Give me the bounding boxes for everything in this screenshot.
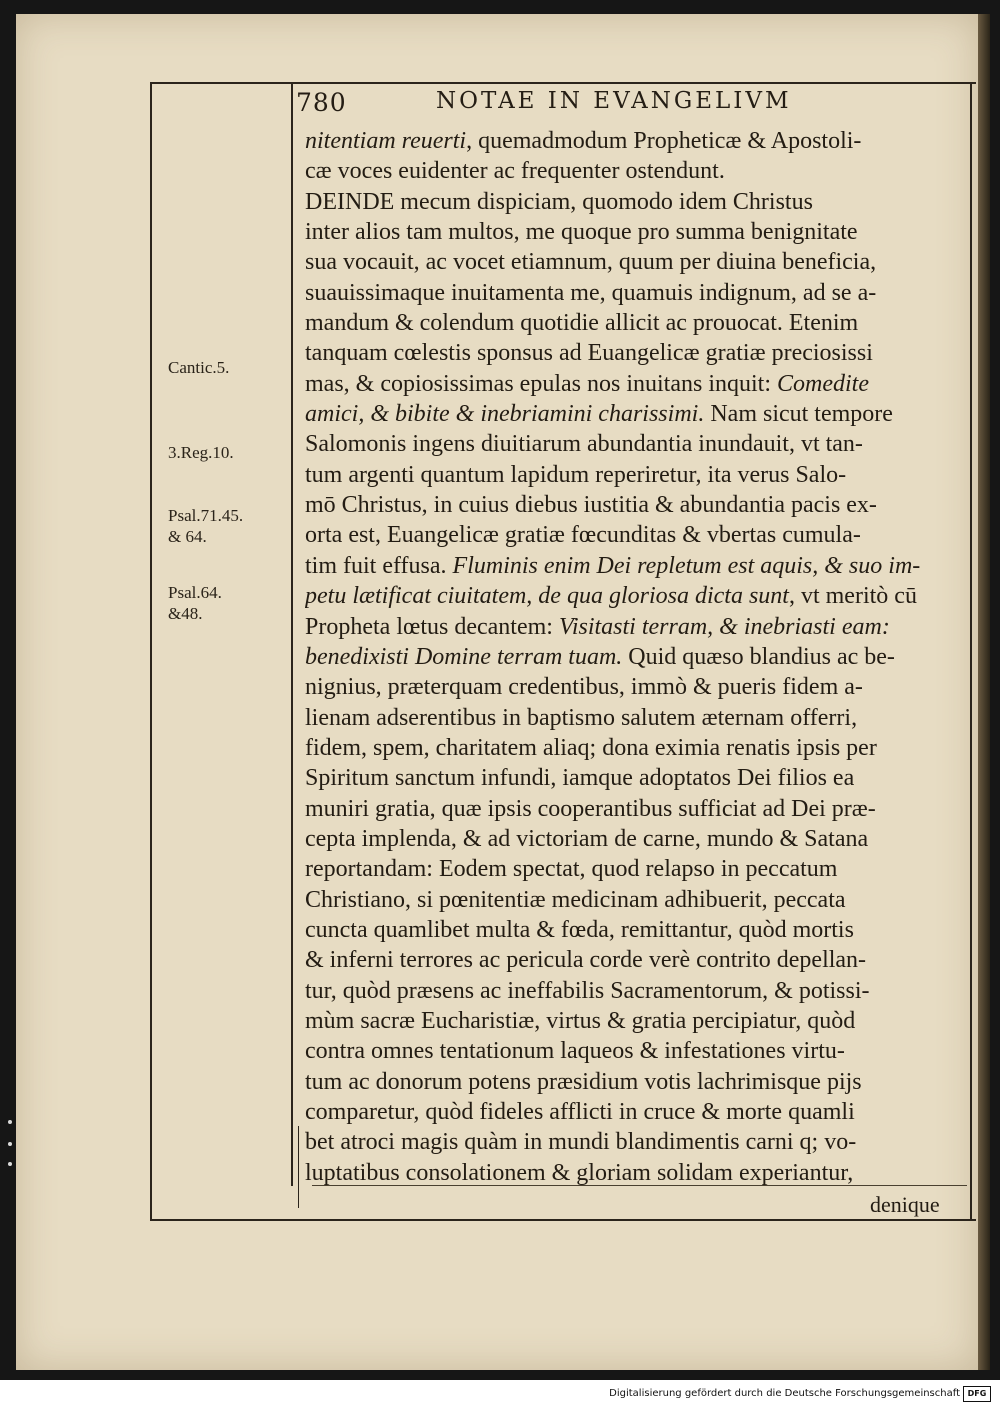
roman-text: tanquam cœlestis sponsus ad Euangelicæ gratiæ preciosissi bbox=[305, 340, 873, 367]
roman-text: Quid quæso blandius ac be- bbox=[622, 643, 895, 670]
margin-note: Psal.64. bbox=[168, 583, 222, 602]
text-line bbox=[305, 187, 967, 217]
margin-note: Psal.71.45. bbox=[168, 506, 244, 525]
text-line bbox=[305, 551, 967, 581]
italic-quotation: nitentiam reuerti bbox=[305, 128, 467, 154]
text-line bbox=[305, 399, 967, 429]
text-line bbox=[305, 976, 967, 1006]
italic-quotation: Visitasti terram, & inebriasti eam: bbox=[552, 613, 890, 640]
roman-text: mandum & colendum quotidie allicit ac prouocat. Etenim bbox=[305, 310, 859, 337]
italic-quotation: Comedite bbox=[770, 370, 869, 397]
running-header bbox=[296, 86, 966, 126]
roman-text: tum ac donorum potens præsidium votis lachrimisque pijs bbox=[305, 1068, 862, 1095]
roman-text: mō Christus, in cuius diebus iustitia & abundantia pacis ex- bbox=[305, 492, 877, 519]
footer-bar bbox=[0, 1380, 1000, 1409]
roman-text: suauissimaque inuitamenta me, quamuis indignum, ad se a- bbox=[305, 279, 877, 306]
italic-quotation: amici, & bibite & inebriamini charissimi. bbox=[305, 401, 705, 428]
text-line bbox=[305, 885, 967, 915]
text-line bbox=[305, 308, 967, 338]
margin-column-rule bbox=[291, 84, 293, 1186]
roman-text: tur, quòd præsens ac ineffabilis Sacramentorum, & potissi- bbox=[305, 977, 870, 1004]
roman-text: tim fuit effusa. bbox=[305, 552, 447, 579]
text-line bbox=[305, 338, 967, 368]
text-line bbox=[305, 945, 967, 975]
text-line bbox=[305, 703, 967, 733]
roman-text: lienam adserentibus in baptismo salutem æternam offerri, bbox=[305, 704, 858, 731]
page-number: 780 bbox=[296, 88, 347, 117]
roman-text: Salomonis ingens diuitiarum abundantia inundauit, vt tan- bbox=[305, 431, 863, 458]
roman-text: mùm sacræ Eucharistiæ, virtus & gratia percipiatur, quòd bbox=[305, 1007, 856, 1034]
roman-text: fidem, spem, charitatem aliaq; dona eximia renatis ipsis per bbox=[305, 734, 877, 761]
margin-note: Cantic.5. bbox=[168, 358, 230, 377]
roman-text: muniri gratia, quæ ipsis cooperantibus sufficiat ad Dei præ- bbox=[305, 795, 876, 822]
scan-mark bbox=[8, 1142, 12, 1146]
text-line bbox=[305, 156, 967, 186]
text-line bbox=[305, 824, 967, 854]
text-line bbox=[305, 460, 967, 490]
roman-text: Christiano, si pœnitentiæ medicinam adhibuerit, peccata bbox=[305, 886, 846, 913]
right-frame-rule bbox=[970, 84, 972, 1220]
bottom-rule bbox=[150, 1219, 976, 1221]
left-frame-rule bbox=[150, 84, 152, 1220]
text-line bbox=[305, 1158, 967, 1188]
roman-text: reportandam: Eodem spectat, quod relapso in peccatum bbox=[305, 856, 838, 883]
roman-text: mas, & copiosissimas epulas nos inuitans inquit: bbox=[305, 370, 771, 397]
header-rule bbox=[150, 82, 976, 84]
text-line bbox=[305, 854, 967, 884]
roman-text: tum argenti quantum lapidum reperiretur, ita verus Salo- bbox=[305, 461, 847, 488]
main-text-block bbox=[305, 126, 967, 1188]
text-line bbox=[305, 1006, 967, 1036]
page-edge bbox=[978, 14, 990, 1370]
funding-credit: Digitalisierung gefördert durch die Deutsche Forschungsgemeinschaft bbox=[609, 1388, 960, 1399]
roman-text: inter alios tam multos, me quoque pro summa benignitate bbox=[305, 219, 858, 246]
roman-text: cæ voces euidenter ac frequenter ostendunt. bbox=[305, 158, 725, 185]
text-line bbox=[305, 733, 967, 763]
roman-text: cuncta quamlibet multa & fœda, remittantur, quòd mortis bbox=[305, 916, 854, 943]
text-line bbox=[305, 581, 967, 611]
roman-text: comparetur, quòd fideles afflicti in cruce & morte quamli bbox=[305, 1099, 855, 1125]
text-line bbox=[305, 672, 967, 702]
roman-text: Propheta lœtus decantem: bbox=[305, 613, 553, 640]
dfg-logo: DFG bbox=[963, 1386, 991, 1402]
text-line bbox=[305, 1067, 967, 1097]
roman-text: contra omnes tentationum laqueos & infestationes virtu- bbox=[305, 1038, 845, 1065]
text-line bbox=[305, 642, 967, 672]
text-line bbox=[305, 217, 967, 247]
scan-mark bbox=[8, 1162, 12, 1166]
margin-note: 3.Reg.10. bbox=[168, 443, 234, 462]
text-line bbox=[305, 247, 967, 277]
margin-column-rule-lower bbox=[298, 1126, 299, 1208]
roman-text: orta est, Euangelicæ gratiæ fœcunditas & vbertas cumula- bbox=[305, 522, 861, 549]
italic-quotation: petu lætificat ciuitatem, de qua gloriosa dicta sunt bbox=[305, 583, 789, 610]
text-line bbox=[305, 126, 967, 156]
roman-text: , quemadmodum Propheticæ & Apostoli- bbox=[466, 128, 862, 154]
roman-text: Nam sicut tempore bbox=[704, 401, 893, 428]
running-title: NOTAE IN EVANGELIVM bbox=[436, 88, 792, 114]
text-line bbox=[305, 794, 967, 824]
scan-mark bbox=[8, 1120, 12, 1124]
text-line bbox=[305, 520, 967, 550]
text-line bbox=[305, 763, 967, 793]
roman-text: Spiritum sanctum infundi, iamque adoptatos Dei filios ea bbox=[305, 765, 855, 792]
roman-text: sua vocauit, ac vocet etiamnum, quum per diuina beneficia, bbox=[305, 249, 877, 276]
roman-text: & inferni terrores ac pericula corde verè contrito depellan- bbox=[305, 947, 867, 974]
italic-quotation: Fluminis enim Dei repletum est aquis, & suo im- bbox=[446, 552, 921, 579]
roman-text: DEINDE mecum dispiciam, quomodo idem Christus bbox=[305, 188, 813, 215]
catchword: denique bbox=[870, 1192, 940, 1217]
margin-note: &48. bbox=[168, 604, 203, 623]
roman-text: nignius, præterquam credentibus, immò & pueris fidem a- bbox=[305, 674, 863, 701]
text-line bbox=[305, 1097, 967, 1127]
margin-note: & 64. bbox=[168, 527, 207, 546]
text-line bbox=[305, 490, 967, 520]
text-line bbox=[305, 278, 967, 308]
italic-quotation: benedixisti Domine terram tuam. bbox=[305, 643, 623, 670]
roman-text: luptatibus consolationem & gloriam solidam experiantur, bbox=[305, 1159, 854, 1186]
text-line bbox=[305, 369, 967, 399]
text-line bbox=[305, 1127, 967, 1157]
text-line bbox=[305, 1036, 967, 1066]
roman-text: , vt meritò cū bbox=[788, 583, 917, 610]
text-line bbox=[305, 429, 967, 459]
text-line bbox=[305, 915, 967, 945]
text-line bbox=[305, 612, 967, 642]
roman-text: cepta implenda, & ad victoriam de carne, mundo & Satana bbox=[305, 825, 869, 852]
roman-text: bet atroci magis quàm in mundi blandimentis carni q; vo- bbox=[305, 1129, 857, 1156]
